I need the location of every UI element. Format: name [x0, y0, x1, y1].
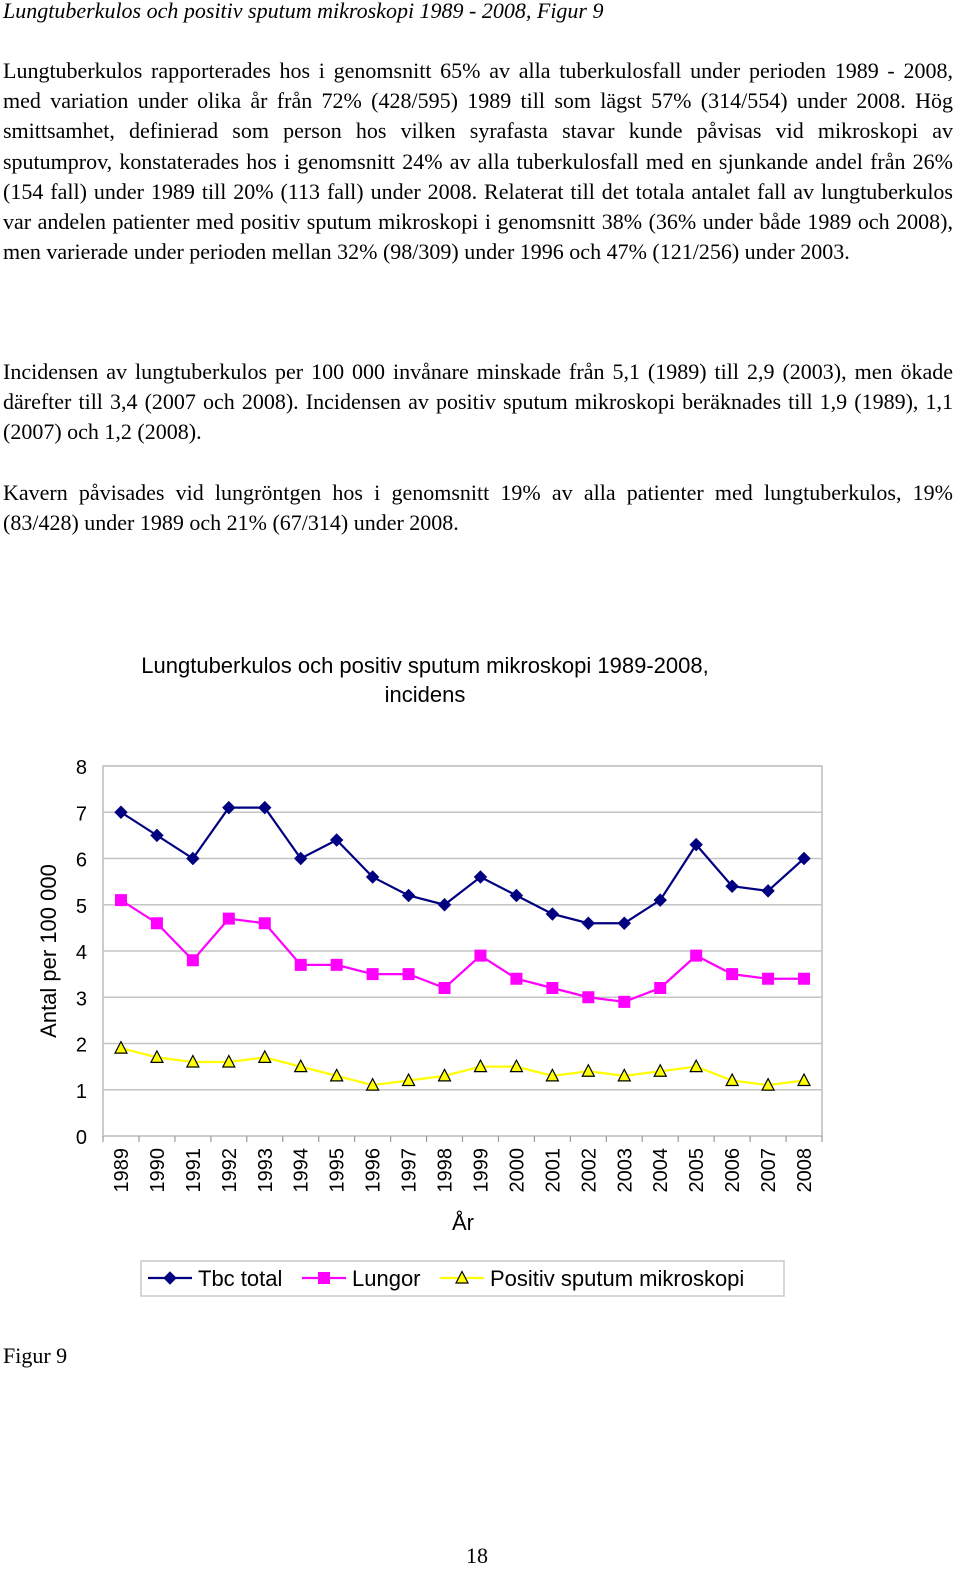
page-number: 18 — [466, 1543, 488, 1568]
data-point-lungor — [511, 973, 522, 984]
x-tick-label: 2004 — [650, 1148, 673, 1193]
paragraph-incidence: Incidensen av lungtuberkulos per 100 000 invånare minskade från 5,1 (1989) till 2,9 (2003), men ökade därefter till 3,4 (2007 och 2008). Incidensen av positiv sputum mikroskopi beräknades till 1,9 (1989), 1,1 (2007) och 1,2 (2008). — [3, 359, 953, 445]
x-tick-label: 1998 — [434, 1148, 457, 1193]
x-tick-label: 1992 — [218, 1148, 241, 1193]
y-axis-label: Antal per 100 000 — [36, 864, 61, 1038]
x-tick-label: 1989 — [110, 1148, 133, 1193]
chart-title-line-1: Lungtuberkulos och positiv sputum mikroskopi 1989-2008, — [141, 653, 709, 678]
x-tick-label: 2003 — [614, 1148, 637, 1193]
chart-title-line-2: incidens — [384, 682, 466, 707]
data-point-lungor — [619, 996, 630, 1007]
y-tick-label: 3 — [75, 988, 87, 1011]
y-tick-label: 4 — [75, 942, 87, 964]
x-tick-label: 2001 — [542, 1148, 565, 1193]
data-point-lungor — [331, 959, 342, 970]
paragraph-cavern: Kavern påvisades vid lungröntgen hos i genomsnitt 19% av alla patienter med lungtuberkulos, 19% (83/428) under 1989 och 21% (67/314) under 2008. — [3, 480, 953, 536]
x-axis-label: År — [452, 1210, 474, 1235]
x-tick-label: 2002 — [578, 1148, 601, 1193]
x-tick-label: 1991 — [182, 1148, 205, 1193]
data-point-lungor — [655, 983, 666, 994]
data-point-lungor — [115, 895, 126, 906]
x-tick-label: 1993 — [254, 1148, 277, 1193]
data-point-lungor — [763, 973, 774, 984]
x-tick-label: 1994 — [290, 1148, 313, 1193]
data-point-lungor — [475, 950, 486, 961]
data-point-lungor — [295, 959, 306, 970]
x-tick-label: 2007 — [758, 1148, 781, 1193]
y-tick-label: 0 — [75, 1127, 87, 1149]
page-heading: Lungtuberkulos och positiv sputum mikroskopi 1989 - 2008, Figur 9 — [3, 0, 604, 23]
data-point-lungor — [187, 955, 198, 966]
y-tick-label: 2 — [75, 1034, 87, 1057]
data-point-lungor — [223, 913, 234, 924]
x-tick-label: 2008 — [794, 1148, 817, 1193]
x-tick-label: 1996 — [362, 1148, 385, 1193]
legend-label-positiv-sputum-mikroskopi: Positiv sputum mikroskopi — [490, 1266, 745, 1291]
legend-marker-lungor — [319, 1273, 330, 1284]
data-point-lungor — [259, 918, 270, 929]
data-point-lungor — [367, 969, 378, 980]
x-tick-label: 2000 — [506, 1148, 529, 1193]
data-point-lungor — [727, 969, 738, 980]
x-tick-label: 1995 — [326, 1148, 349, 1193]
data-point-lungor — [583, 992, 594, 1003]
data-point-lungor — [799, 973, 810, 984]
x-tick-label: 1999 — [470, 1148, 493, 1193]
paragraph-lung-tb-share: Lungtuberkulos rapporterades hos i genomsnitt 65% av alla tuberkulosfall under perioden 1989 - 2008, med variation under olika år från 72% (428/595) 1989 till som lägst 57% (314/554) under 2008. Hög smittsamhet, definierad som person hos vilken syrafasta stavar kunde påvisas vid mikroskopi av sputumprov, konstaterades hos i genomsnitt 24% av alla tuberkulosfall med en sjunkande andel från 26% (154 fall) under 1989 till 20% (113 fall) under 2008. Relaterat till det totala antalet fall av lungtuberkulos var andelen patienter med positiv sputum mikroskopi i genomsnitt 38% (36% under både 1989 och 2008), men varierade under perioden mellan 32% (98/309) under 1996 och 47% (121/256) under 2003. — [3, 58, 953, 265]
legend-label-tbc-total: Tbc total — [198, 1266, 283, 1291]
y-tick-label: 7 — [75, 803, 87, 826]
figure-caption: Figur 9 — [3, 1343, 68, 1368]
x-tick-label: 2005 — [686, 1148, 709, 1193]
incidence-line-chart — [0, 640, 960, 1300]
data-point-lungor — [151, 918, 162, 929]
y-tick-label: 1 — [75, 1080, 87, 1103]
data-point-lungor — [439, 983, 450, 994]
legend-label-lungor: Lungor — [352, 1266, 421, 1291]
chart-legend — [141, 1261, 784, 1296]
data-point-lungor — [691, 950, 702, 961]
x-tick-label: 1990 — [146, 1148, 169, 1193]
x-tick-label: 1997 — [398, 1148, 421, 1193]
y-tick-label: 6 — [75, 849, 87, 872]
y-tick-label: 8 — [75, 757, 87, 779]
y-tick-label: 5 — [75, 895, 87, 918]
data-point-lungor — [547, 983, 558, 994]
data-point-lungor — [403, 969, 414, 980]
x-tick-label: 2006 — [722, 1148, 745, 1193]
